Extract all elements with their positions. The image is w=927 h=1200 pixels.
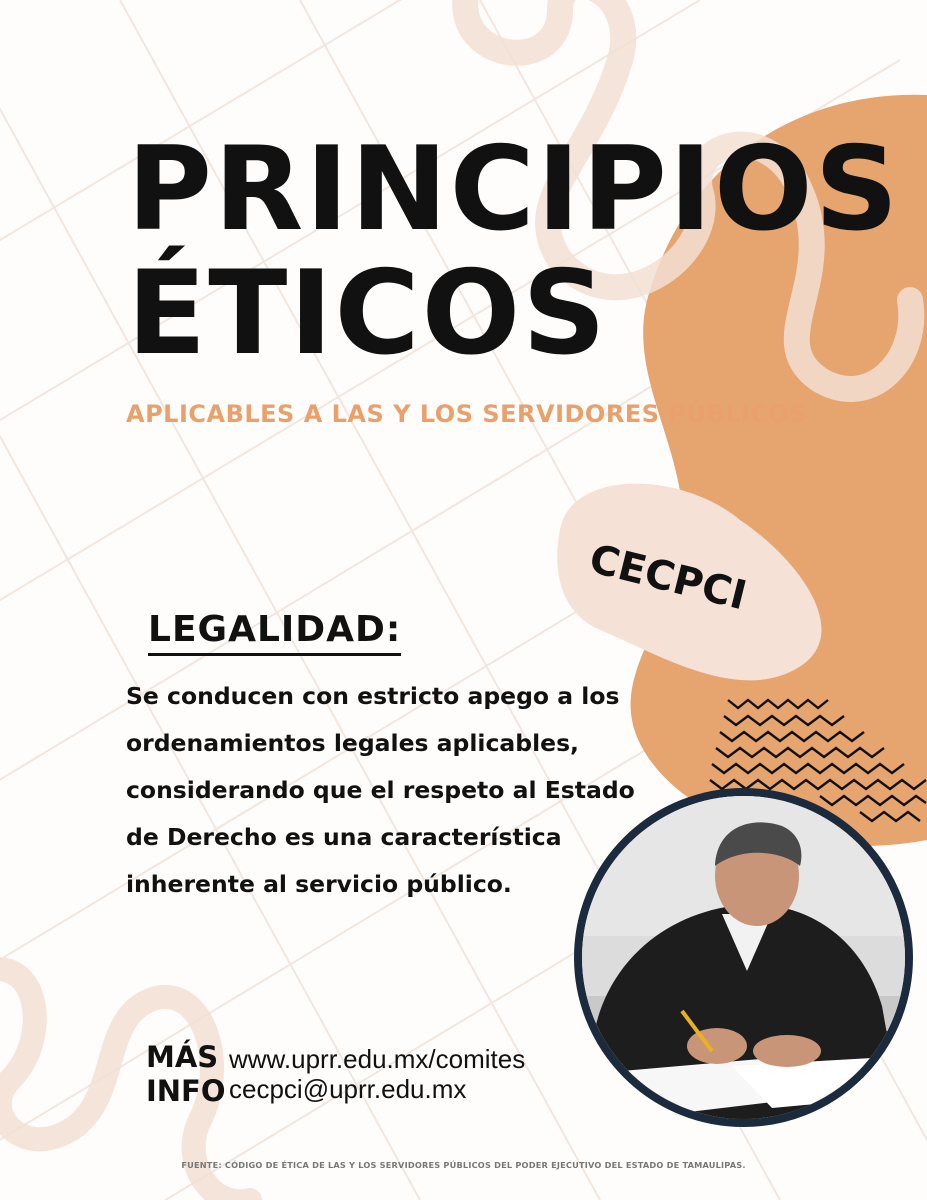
email-link[interactable]: cecpci@uprr.edu.mx xyxy=(229,1074,467,1104)
title-line-1: PRINCIPIOS xyxy=(127,122,901,257)
website-link[interactable]: www.uprr.edu.mx/comites xyxy=(229,1044,526,1074)
cecpci-badge: CECPCI xyxy=(584,536,751,620)
photo-illustration xyxy=(582,796,905,1119)
man-signing-document-photo xyxy=(574,788,913,1127)
more-info-line-2: INFO xyxy=(146,1074,226,1108)
contact-info xyxy=(229,1044,525,1104)
poster-title xyxy=(127,122,901,381)
principle-description: Se conducen con estricto apego a los ordenamientos legales aplicables, considerando que el respeto al Estado de Derecho es una característica inherente al servicio público. xyxy=(126,682,635,898)
title-line-2: ÉTICOS xyxy=(127,246,608,381)
principle-title: LEGALIDAD: xyxy=(148,608,401,656)
more-info-line-1: MÁS xyxy=(146,1040,219,1074)
source-footnote: FUENTE: CÓDIGO DE ÉTICA DE LAS Y LOS SERVIDORES PÚBLICOS DEL PODER EJECUTIVO DEL ESTADO DE TAMAULIPAS. xyxy=(181,1160,746,1170)
poster-subtitle: APLICABLES A LAS Y LOS SERVIDORES PÚBLICOS xyxy=(126,400,808,428)
more-info-label xyxy=(146,1040,226,1108)
